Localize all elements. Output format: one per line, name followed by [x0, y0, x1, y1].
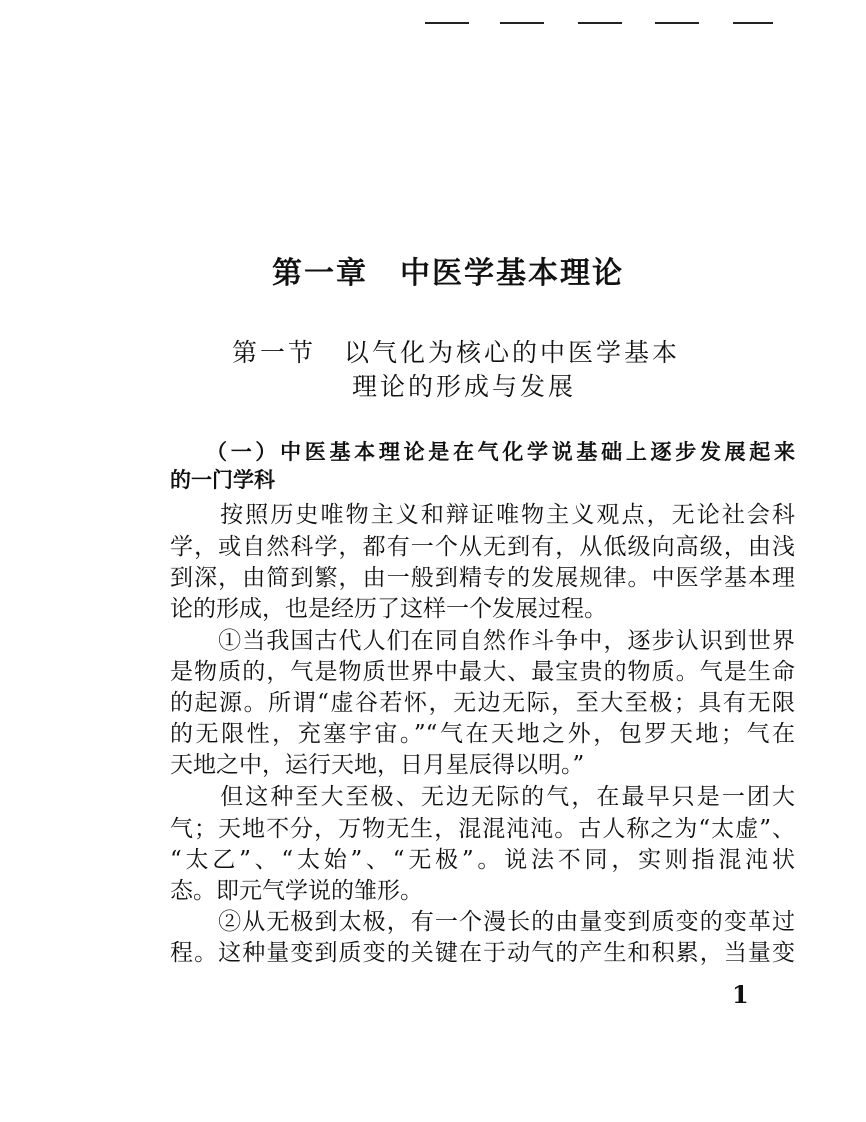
subheading-line: （一）中医基本理论是在气化学说基础上逐步发展起来	[206, 440, 795, 464]
body-line: 程。这种量变到质变的关键在于动气的产生和积累，当量变	[170, 940, 795, 966]
body-line: 气；天地不分，万物无生，混混沌沌。古人称之为“太虚”、	[170, 816, 795, 842]
body-line: 到深，由简到繁，由一般到精专的发展规律。中医学基本理	[170, 565, 795, 591]
header-dash	[655, 22, 699, 24]
body-line: ①当我国古代人们在同自然作斗争中，逐步认识到世界	[170, 628, 795, 654]
header-dash	[500, 22, 544, 24]
section-title-line: 第一节 以气化为核心的中医学基本	[232, 338, 681, 367]
header-dash	[733, 22, 773, 24]
body-line: 态。即元气学说的雏形。	[170, 878, 423, 904]
subheading-line: 的一门学科	[170, 468, 275, 492]
body-line: 论的形成，也是经历了这样一个发展过程。	[170, 596, 607, 622]
page-number: 1	[732, 980, 749, 1009]
body-line: 天地之中，运行天地，日月星辰得以明。”	[170, 752, 585, 778]
section-title-line: 理论的形成与发展	[352, 372, 577, 401]
body-line: 是物质的，气是物质世界中最大、最宝贵的物质。气是生命	[170, 659, 795, 685]
body-line: “太乙”、“太始”、“无极”。说法不同，实则指混沌状	[170, 847, 795, 873]
body-line: 按照历史唯物主义和辩证唯物主义观点，无论社会科	[170, 502, 795, 528]
header-dash	[578, 22, 622, 24]
body-line: 的无限性，充塞宇宙。”“气在天地之外，包罗天地；气在	[170, 721, 795, 747]
chapter-title: 第一章 中医学基本理论	[272, 256, 624, 291]
body-line: ②从无极到太极，有一个漫长的由量变到质变的变革过	[170, 909, 795, 935]
body-line: 但这种至大至极、无边无际的气，在最早只是一团大	[170, 784, 795, 810]
body-line: 学，或自然科学，都有一个从无到有，从低级向高级，由浅	[170, 534, 795, 560]
body-line: 的起源。所谓“虚谷若怀，无边无际，至大至极；具有无限	[170, 690, 795, 716]
header-dash	[425, 22, 469, 24]
